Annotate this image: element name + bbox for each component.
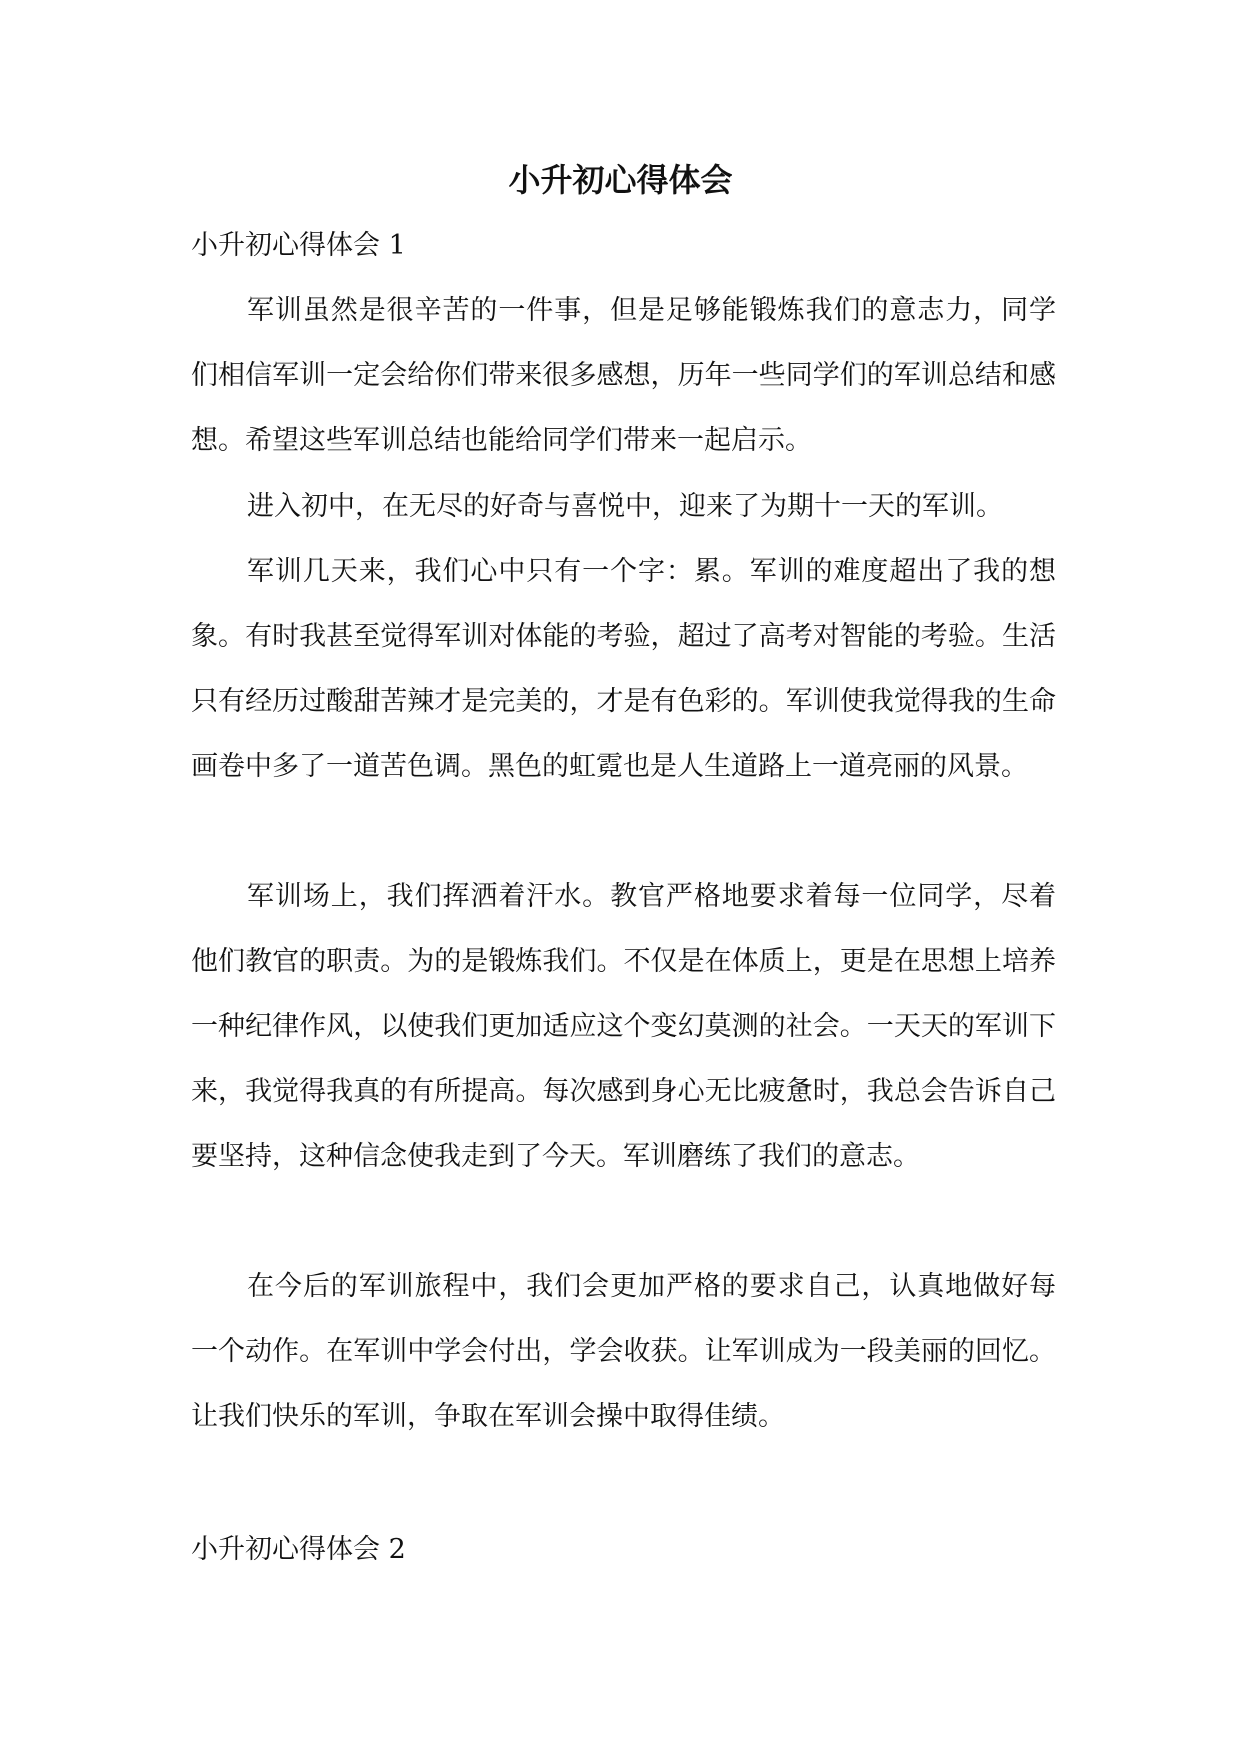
paragraph-4: 军训场上，我们挥洒着汗水。教官严格地要求着每一位同学，尽着他们教官的职责。为的是锻炼我们。不仅是在体质上，更是在思想上培养一种纪律作风，以使我们更加适应这个变幻莫测的社会。一天天的军训下来，我觉得我真的有所提高。每次感到身心无比疲惫时，我总会告诉自己要坚持，这种信念使我走到了今天。军训磨练了我们的意志。 — [191, 881, 1056, 1172]
document-title: 小升初心得体会 — [508, 161, 733, 199]
section-heading-1: 小升初心得体会 1 — [191, 230, 406, 261]
paragraph-1: 军训虽然是很辛苦的一件事，但是足够能锻炼我们的意志力，同学们相信军训一定会给你们带来很多感想，历年一些同学们的军训总结和感想。希望这些军训总结也能给同学们带来一起启示。 — [191, 295, 1056, 456]
paragraph-3: 军训几天来，我们心中只有一个字：累。军训的难度超出了我的想象。有时我甚至觉得军训对体能的考验，超过了高考对智能的考验。生活只有经历过酸甜苦辣才是完美的，才是有色彩的。军训使我觉得我的生命画卷中多了一道苦色调。黑色的虹霓也是人生道路上一道亮丽的风景。 — [191, 556, 1056, 782]
section-heading-2: 小升初心得体会 2 — [191, 1534, 406, 1565]
paragraph-2: 进入初中，在无尽的好奇与喜悦中，迎来了为期十一天的军训。 — [247, 491, 1003, 522]
paragraph-5: 在今后的军训旅程中，我们会更加严格的要求自己，认真地做好每一个动作。在军训中学会付出，学会收获。让军训成为一段美丽的回忆。让我们快乐的军训，争取在军训会操中取得佳绩。 — [191, 1271, 1056, 1432]
